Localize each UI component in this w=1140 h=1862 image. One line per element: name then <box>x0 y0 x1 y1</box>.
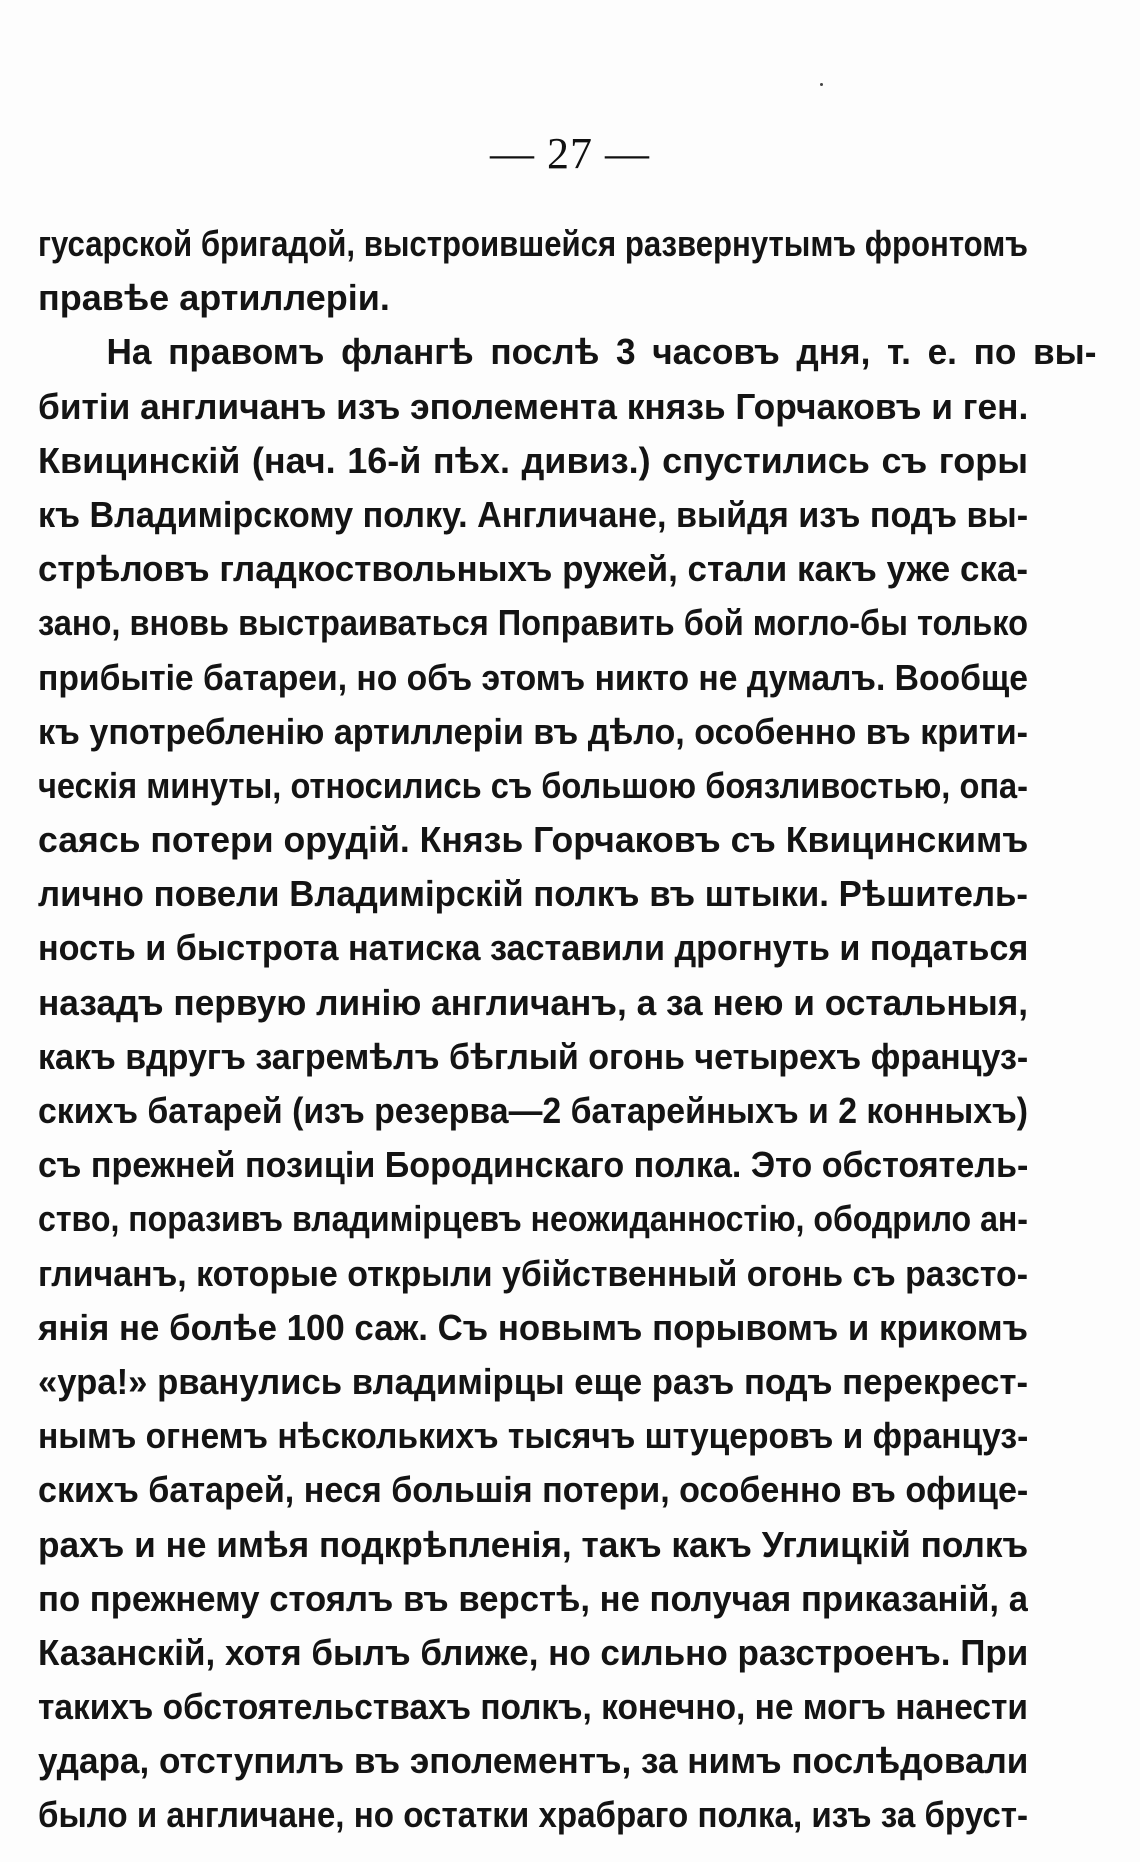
text-line: ство, поразивъ владимірцевъ неожиданностію, ободрило ан- <box>38 1198 1028 1240</box>
text-line: скихъ батарей (изъ резерва—2 батарейныхъ и 2 конныхъ) <box>38 1090 1028 1131</box>
text-line: гусарской бригадой, выстроившейся развернутымъ фронтомъ <box>38 223 1028 264</box>
text-line: удара, отступилъ въ эполементъ, за нимъ послѣдовали <box>38 1740 1028 1782</box>
text-line: «ура!» рванулись владимірцы еще разъ подъ перекрест- <box>38 1360 1028 1402</box>
text-line: Квицинскій (нач. 16-й пѣх. дивиз.) спустились съ горы <box>38 439 1028 481</box>
paper-speck <box>820 83 823 86</box>
text-line: назадъ первую линію англичанъ, а за нею и остальныя, <box>38 981 1028 1023</box>
text-line: какъ вдругъ загремѣлъ бѣглый огонь четырехъ француз- <box>38 1035 1028 1077</box>
text-line: саясь потери орудій. Князь Горчаковъ съ Квицинскимъ <box>38 819 1028 861</box>
text-line: ческія минуты, относились съ большою боязливостью, опа- <box>38 764 1028 806</box>
text-line: по прежнему стоялъ въ верстѣ, не получая приказаній, а <box>38 1577 1028 1619</box>
text-line: битіи англичанъ изъ эполемента князь Горчаковъ и ген. <box>38 385 1028 427</box>
text-line: съ прежней позиціи Бородинскаго полка. Это обстоятель- <box>38 1144 1028 1186</box>
text-line: къ Владимірскому полку. Англичане, выйдя изъ подъ вы- <box>38 493 1028 535</box>
text-line: такихъ обстоятельствахъ полкъ, конечно, не могъ нанести <box>38 1686 1028 1728</box>
page-number: — 27 — <box>490 129 650 178</box>
text-line: нымъ огнемъ нѣсколькихъ тысячъ штуцеровъ и француз- <box>38 1415 1028 1457</box>
text-line: ность и быстрота натиска заставили дрогнуть и податься <box>38 927 1028 969</box>
text-line: рахъ и не имѣя подкрѣпленія, такъ какъ Углицкій полкъ <box>38 1523 1028 1565</box>
text-line: было и англичане, но остатки храбраго полка, изъ за бруст- <box>38 1794 1028 1836</box>
text-line: къ употребленію артиллеріи въ дѣло, особенно въ крити- <box>38 710 1028 752</box>
text-line: На правомъ флангѣ послѣ 3 часовъ дня, т. е. по вы- <box>106 331 1097 373</box>
text-line: лично повели Владимірскій полкъ въ штыки. Рѣшитель- <box>38 873 1028 915</box>
text-line: Казанскій, хотя былъ ближе, но сильно разстроенъ. При <box>38 1631 1028 1673</box>
text-line: гличанъ, которые открыли убійственный огонь съ разсто- <box>38 1252 1028 1294</box>
body-text <box>38 217 1097 1843</box>
text-line: правѣе артиллеріи. <box>38 277 390 319</box>
text-line: зано, вновь выстраиваться Поправить бой могло-бы только <box>38 602 1028 644</box>
text-line: скихъ батарей, неся большія потери, особенно въ офице- <box>38 1469 1028 1511</box>
text-line: янія не болѣе 100 саж. Съ новымъ порывомъ и крикомъ <box>38 1306 1028 1348</box>
text-line: прибытіе батареи, но объ этомъ никто не думалъ. Вообще <box>38 656 1028 698</box>
text-line: стрѣловъ гладкоствольныхъ ружей, стали какъ уже ска- <box>38 548 1028 590</box>
